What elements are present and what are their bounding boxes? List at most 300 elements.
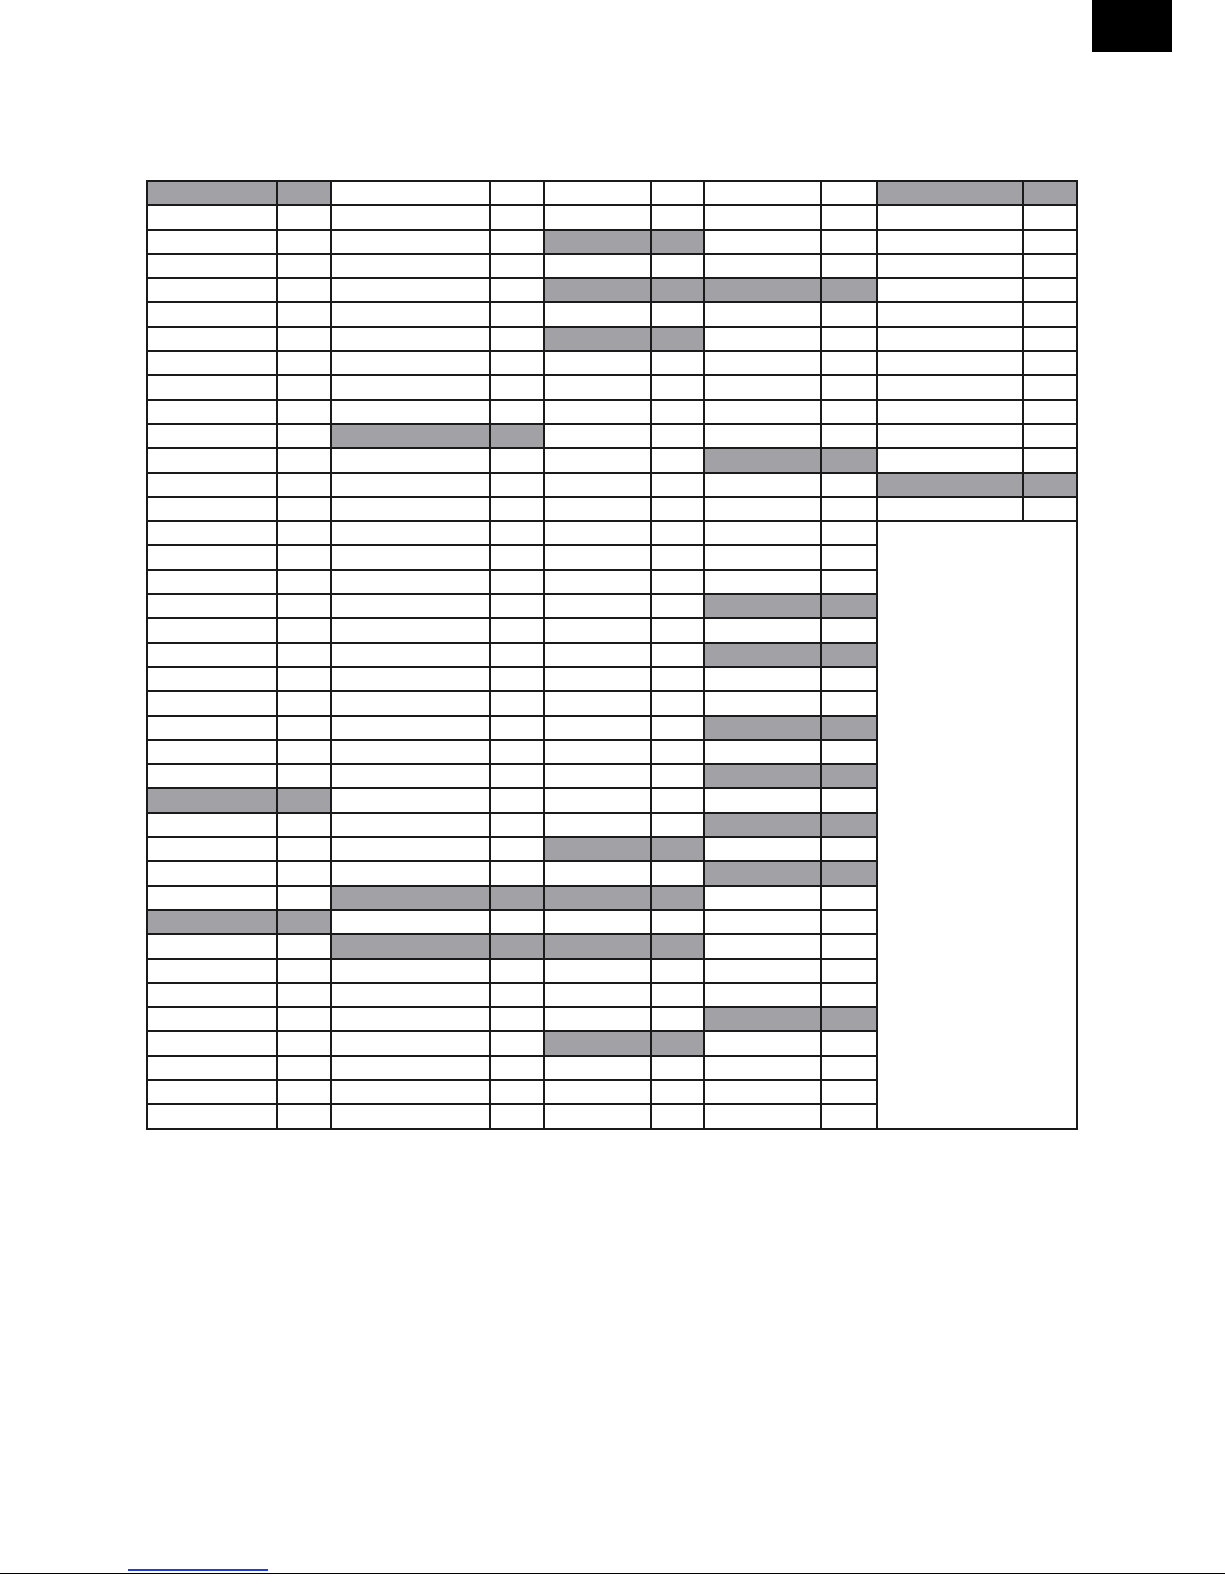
table-cell [277, 497, 331, 521]
table-cell [544, 205, 651, 229]
table-cell-shaded [877, 473, 1023, 497]
table-cell [1023, 278, 1077, 302]
table-cell [490, 959, 544, 983]
table-cell [544, 1056, 651, 1080]
table-cell [147, 667, 277, 691]
table-cell [544, 400, 651, 424]
table-cell-shaded [331, 886, 491, 910]
table-cell [490, 400, 544, 424]
table-cell [147, 740, 277, 764]
table-cell [331, 473, 491, 497]
table-cell [877, 254, 1023, 278]
table-cell [651, 424, 705, 448]
table-cell [821, 691, 877, 715]
table-cell [277, 716, 331, 740]
table-cell [821, 618, 877, 642]
table-cell [147, 716, 277, 740]
table-cell [331, 618, 491, 642]
table-cell [490, 1056, 544, 1080]
table-cell [821, 959, 877, 983]
table-cell [1023, 327, 1077, 351]
table-cell-shaded [821, 594, 877, 618]
table-row [147, 230, 1077, 254]
table-cell-shaded [544, 1031, 651, 1055]
table-cell [544, 1007, 651, 1031]
table-cell [651, 740, 705, 764]
table-cell [544, 545, 651, 569]
table-cell [821, 934, 877, 958]
table-cell [544, 351, 651, 375]
table-cell [821, 545, 877, 569]
table-cell [651, 618, 705, 642]
table-cell-shaded [821, 1007, 877, 1031]
table-cell [651, 788, 705, 812]
table-cell [277, 351, 331, 375]
table-cell [704, 302, 821, 326]
table-cell [821, 1104, 877, 1128]
table-cell [490, 351, 544, 375]
table-cell [821, 667, 877, 691]
table-cell [651, 910, 705, 934]
table-cell [544, 813, 651, 837]
table-cell-shaded [147, 910, 277, 934]
table-cell [704, 375, 821, 399]
table-cell [147, 861, 277, 885]
table-cell [331, 959, 491, 983]
table-cell [544, 959, 651, 983]
table-cell [490, 667, 544, 691]
table-cell [331, 302, 491, 326]
table-cell-shaded [331, 424, 491, 448]
table-cell [331, 594, 491, 618]
table-cell [704, 545, 821, 569]
table-cell [544, 424, 651, 448]
table-cell [147, 230, 277, 254]
table-cell [331, 1104, 491, 1128]
table-cell [277, 400, 331, 424]
table-cell [877, 278, 1023, 302]
table-cell [331, 813, 491, 837]
table-cell [821, 205, 877, 229]
table-cell [704, 618, 821, 642]
table-cell [821, 327, 877, 351]
table-cell [147, 473, 277, 497]
table-cell [490, 1104, 544, 1128]
table-cell-shaded [651, 327, 705, 351]
table-cell [490, 861, 544, 885]
table-cell-shaded [544, 327, 651, 351]
table-cell [821, 910, 877, 934]
table-cell [877, 400, 1023, 424]
table-cell [147, 1104, 277, 1128]
table-cell [544, 594, 651, 618]
table-cell [331, 545, 491, 569]
table-cell [821, 1031, 877, 1055]
table-cell [147, 205, 277, 229]
table-cell [331, 716, 491, 740]
table-cell [331, 983, 491, 1007]
table-cell [651, 594, 705, 618]
table-cell [277, 205, 331, 229]
table-cell [651, 1007, 705, 1031]
table-cell [651, 351, 705, 375]
table-cell [544, 910, 651, 934]
table-cell [704, 181, 821, 205]
table-cell [651, 570, 705, 594]
table-cell [277, 764, 331, 788]
table-cell [277, 473, 331, 497]
table-cell [651, 205, 705, 229]
table-cell [147, 278, 277, 302]
table-cell [704, 1056, 821, 1080]
table-cell [877, 497, 1023, 521]
table-cell [821, 1080, 877, 1104]
footer-link-underline[interactable] [128, 1569, 268, 1571]
table-cell-shaded [331, 934, 491, 958]
table-cell-shaded [1023, 473, 1077, 497]
table-cell [544, 473, 651, 497]
table-cell [704, 691, 821, 715]
table-cell [277, 861, 331, 885]
table-cell [147, 959, 277, 983]
table-cell [490, 1080, 544, 1104]
table-cell [651, 545, 705, 569]
table-row [147, 375, 1077, 399]
table-cell [277, 667, 331, 691]
table-cell [331, 205, 491, 229]
table-cell [1023, 375, 1077, 399]
table-cell-shaded [277, 181, 331, 205]
grid-container [146, 180, 1078, 1130]
table-cell [544, 570, 651, 594]
table-cell [651, 691, 705, 715]
table-cell [331, 788, 491, 812]
table-cell [821, 740, 877, 764]
table-cell [277, 1104, 331, 1128]
table-cell [490, 716, 544, 740]
table-cell [277, 375, 331, 399]
table-cell [821, 886, 877, 910]
table-cell [704, 570, 821, 594]
table-cell [147, 983, 277, 1007]
table-cell [331, 278, 491, 302]
table-cell [490, 983, 544, 1007]
table-cell [147, 1031, 277, 1055]
table-cell [147, 302, 277, 326]
table-cell [651, 1056, 705, 1080]
table-cell [147, 375, 277, 399]
table-cell [331, 181, 491, 205]
table-cell-shaded [544, 886, 651, 910]
table-cell [544, 716, 651, 740]
table-cell [331, 327, 491, 351]
table-cell [704, 910, 821, 934]
table-cell [490, 448, 544, 472]
table-row [147, 302, 1077, 326]
table-cell [704, 1104, 821, 1128]
table-cell [704, 934, 821, 958]
table-cell [651, 448, 705, 472]
table-cell [147, 570, 277, 594]
table-cell [544, 764, 651, 788]
table-cell [544, 254, 651, 278]
table-cell [704, 959, 821, 983]
table-cell [651, 861, 705, 885]
table-cell [544, 788, 651, 812]
table-cell [277, 886, 331, 910]
table-cell [147, 1080, 277, 1104]
table-cell [490, 327, 544, 351]
table-row [147, 254, 1077, 278]
table-cell [821, 375, 877, 399]
table-cell-shaded [490, 934, 544, 958]
table-cell [651, 1080, 705, 1104]
table-cell [651, 764, 705, 788]
table-cell [490, 837, 544, 861]
table-cell [877, 375, 1023, 399]
table-cell [821, 983, 877, 1007]
table-cell-shaded [704, 716, 821, 740]
table-cell [277, 643, 331, 667]
table-row [147, 448, 1077, 472]
table-cell [277, 594, 331, 618]
table-cell-shaded [821, 448, 877, 472]
table-cell [1023, 302, 1077, 326]
table-cell-shaded [490, 886, 544, 910]
table-cell [147, 594, 277, 618]
table-cell [704, 667, 821, 691]
table-cell [277, 813, 331, 837]
table-cell [277, 1056, 331, 1080]
table-cell [651, 473, 705, 497]
table-cell [651, 521, 705, 545]
table-cell [544, 691, 651, 715]
table-cell-shaded [821, 278, 877, 302]
table-cell [651, 302, 705, 326]
table-cell [147, 643, 277, 667]
table-cell [544, 448, 651, 472]
table-cell [704, 351, 821, 375]
table-cell [1023, 205, 1077, 229]
table-cell [147, 448, 277, 472]
table-cell [877, 351, 1023, 375]
table-cell [277, 424, 331, 448]
table-cell-shaded [277, 788, 331, 812]
table-cell [704, 788, 821, 812]
table-cell [331, 570, 491, 594]
table-cell-shaded [1023, 181, 1077, 205]
table-cell-shaded [544, 230, 651, 254]
table-cell [704, 837, 821, 861]
table-cell [147, 521, 277, 545]
table-cell [651, 1104, 705, 1128]
table-cell-shaded [704, 643, 821, 667]
table-cell [651, 181, 705, 205]
table-cell [147, 1056, 277, 1080]
table-cell [331, 375, 491, 399]
table-cell [544, 983, 651, 1007]
table-cell [331, 764, 491, 788]
table-cell [331, 861, 491, 885]
table-cell [490, 230, 544, 254]
footer-rule [0, 1573, 1225, 1574]
table-cell [490, 1031, 544, 1055]
table-cell [490, 205, 544, 229]
table-cell [277, 545, 331, 569]
table-cell [544, 521, 651, 545]
table-cell [821, 424, 877, 448]
grid-body [147, 181, 1077, 1129]
table-cell [331, 254, 491, 278]
table-cell [651, 959, 705, 983]
table-cell [277, 1031, 331, 1055]
table-cell [331, 1031, 491, 1055]
table-cell [651, 716, 705, 740]
table-cell [490, 570, 544, 594]
table-cell [490, 594, 544, 618]
table-cell [704, 521, 821, 545]
table-cell [490, 302, 544, 326]
table-cell [821, 302, 877, 326]
table-row [147, 278, 1077, 302]
table-cell [490, 764, 544, 788]
table-cell [490, 643, 544, 667]
table-cell [147, 400, 277, 424]
table-cell [147, 837, 277, 861]
table-cell [877, 327, 1023, 351]
table-cell [877, 230, 1023, 254]
table-cell-shaded [544, 837, 651, 861]
table-cell [490, 521, 544, 545]
table-cell [704, 473, 821, 497]
table-cell [147, 934, 277, 958]
table-cell [704, 230, 821, 254]
table-cell [544, 1080, 651, 1104]
table-cell-shaded [651, 278, 705, 302]
table-cell [821, 181, 877, 205]
empty-merged-region [877, 521, 1077, 1128]
table-cell [331, 521, 491, 545]
table-cell-shaded [651, 837, 705, 861]
table-cell [651, 667, 705, 691]
table-cell [277, 570, 331, 594]
table-cell-shaded [704, 594, 821, 618]
table-cell [331, 667, 491, 691]
table-cell-shaded [651, 934, 705, 958]
table-cell [277, 230, 331, 254]
table-cell [1023, 254, 1077, 278]
table-cell [277, 691, 331, 715]
table-cell [147, 545, 277, 569]
table-cell [821, 788, 877, 812]
table-cell-shaded [490, 424, 544, 448]
table-cell [821, 570, 877, 594]
table-cell-shaded [821, 861, 877, 885]
table-cell [821, 473, 877, 497]
table-cell [331, 400, 491, 424]
table-cell-shaded [877, 181, 1023, 205]
table-cell-shaded [704, 813, 821, 837]
table-cell [147, 764, 277, 788]
table-cell [704, 983, 821, 1007]
table-cell [490, 691, 544, 715]
table-cell [277, 254, 331, 278]
table-cell [277, 618, 331, 642]
table-cell [651, 983, 705, 1007]
table-row [147, 327, 1077, 351]
table-cell-shaded [821, 643, 877, 667]
table-cell [277, 837, 331, 861]
table-cell [147, 618, 277, 642]
table-row [147, 205, 1077, 229]
table-cell [651, 497, 705, 521]
table-cell [490, 788, 544, 812]
table-cell [331, 351, 491, 375]
table-cell [1023, 400, 1077, 424]
table-cell [147, 424, 277, 448]
table-cell [704, 497, 821, 521]
table-cell [331, 643, 491, 667]
table-row [147, 400, 1077, 424]
table-cell [331, 691, 491, 715]
table-cell [877, 205, 1023, 229]
table-cell [277, 934, 331, 958]
table-cell [821, 497, 877, 521]
table-cell [490, 910, 544, 934]
table-cell [277, 327, 331, 351]
table-cell-shaded [147, 181, 277, 205]
table-cell [651, 813, 705, 837]
table-cell [147, 327, 277, 351]
table-cell-shaded [651, 1031, 705, 1055]
table-cell [277, 521, 331, 545]
table-cell [544, 643, 651, 667]
table-cell-shaded [704, 764, 821, 788]
table-cell [544, 302, 651, 326]
table-cell-shaded [277, 910, 331, 934]
table-cell [704, 254, 821, 278]
table-cell [544, 667, 651, 691]
table-cell [877, 302, 1023, 326]
page-corner-tab [1092, 0, 1172, 52]
table-cell [544, 861, 651, 885]
table-cell [1023, 448, 1077, 472]
table-cell [277, 278, 331, 302]
table-cell [704, 740, 821, 764]
table-cell [544, 375, 651, 399]
table-cell [704, 327, 821, 351]
table-cell [331, 497, 491, 521]
table-cell [651, 375, 705, 399]
table-cell [704, 424, 821, 448]
table-cell [331, 837, 491, 861]
table-cell [490, 375, 544, 399]
table-cell [821, 351, 877, 375]
table-cell [821, 230, 877, 254]
table-cell [544, 740, 651, 764]
table-cell [147, 1007, 277, 1031]
table-cell [147, 497, 277, 521]
table-cell [1023, 230, 1077, 254]
empty-grid-table [146, 180, 1078, 1130]
table-cell [490, 254, 544, 278]
table-cell [277, 959, 331, 983]
table-row [147, 351, 1077, 375]
table-cell [490, 618, 544, 642]
table-cell [490, 545, 544, 569]
table-cell [331, 740, 491, 764]
table-cell [704, 205, 821, 229]
